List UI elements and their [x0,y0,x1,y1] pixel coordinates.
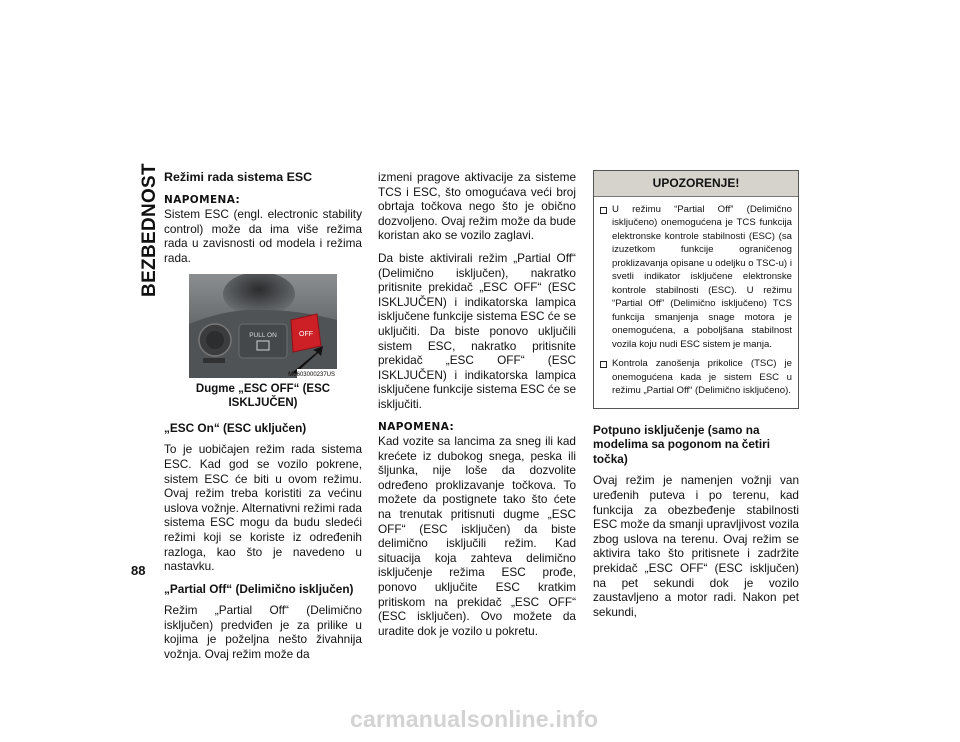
paragraph: izmeni pragove aktivacije za sisteme TCS i ESC, što omogućava veći broj obrtaja točkova nego što je obično dozvoljeno. Ovaj režim može da bude koristan ako se vozilo zaglavi. [378,170,576,243]
paragraph: Da biste aktivirali režim „Partial Off“ (Delimično isključen), nakratko pritisnite prekidač „ESC OFF“ (ESC ISKLJUČEN) i indikatorska lampica isključene funkcije sistema ESC će se uključiti. Da biste ponovo uključili sistem ESC, nakratko pritisnite prekidač „ESC OFF“ (ESC ISKLJUČEN) i indikatorska lampica isključene funkcije sistema ESC će se isključiti. [378,250,577,411]
section-title: Režimi rada sistema ESC [164,170,313,184]
esc-on-text: To je uobičajen režim rada sistema ESC. Kad god se vozilo pokrene, sistem ESC će biti u ovom režimu. Ovaj režim treba koristiti za većinu uslova vožnje. Alternativni režimi rada sistema ESC mogu da budu sledeći režimi koji se koriste iz određenih razloga, kao što je navedeno u nastavku. [164,442,362,574]
column-3 [593,170,799,627]
esc-off-label: OFF [299,330,313,338]
warning-item: Kontrola zanošenja prikolice (TSC) je onemogućena kada je sistem ESC u režimu „Partial Off“ (Delimično isključeno). [600,357,792,398]
figure-caption: Dugme „ESC OFF“ (ESC ISKLJUČEN) [195,382,331,410]
column-2 [378,170,576,646]
side-section-title: BEZBEDNOST [139,163,160,297]
pull-on-label: PULL ON [249,331,277,339]
partial-off-text: Režim „Partial Off“ (Delimično isključen) predviđen je za prilike u kojima je poželjna nešto živahnija vožnja. Ovaj režim može da [164,603,362,662]
column-1 [164,170,362,670]
note-text: Sistem ESC (engl. electronic stability control) može da ima više režima rada u zavisnosti od modela i režima rada. [164,207,362,265]
esc-on-heading: „ESC On“ (ESC uključen) [164,420,307,435]
full-off-heading: Potpuno isključenje (samo na modelima sa pogonom na četiri točka) [593,422,770,466]
watermark: carmanualsonline.info [350,706,599,732]
note-label: NAPOMENA: [164,193,241,206]
warning-item: U režimu “Partial Off” (Delimično isključeno) onemogućena je TCS funkcija elektronske kontrole stabilnosti (ESC) (sa izuzetkom funkcije ograničenog proklizavanja opisane u odeljku o TSC-u) i svetli indikator isključene elektronske kontrole stabilnosti (ESC). U režimu “Partial Off” (Delimično isključeno) TCS funkcija smanjenja snage motora je onemogućena, a poboljšana stabilnost vozila koju nudi ESC sistem je manja. [600,203,792,352]
warning-box [593,170,799,409]
note-label: NAPOMENA: [378,420,455,433]
figure-code: M0603000237US [288,371,335,378]
note-text: Kad vozite sa lancima za sneg ili kad krećete iz dubokog snega, peska ili šljunka, nije loše da dozvolite određeno proklizavanje točkova. To možete da postignete tako što ćete na trenutak pritisnuti dugme „ESC OFF“ (ESC isključen) da biste delimično isključili režim. Kad situacija koja zahteva delimično isključenje režima ESC prođe, ponovo uključite ESC kratkim pritiskom na prekidač „ESC OFF“ (ESC isključen). Ovo možete da uradite dok je vozilo u pokretu. [378,434,576,638]
warning-title: UPOZORENJE! [594,171,798,197]
esc-button-photo [189,274,337,378]
partial-off-heading: „Partial Off“ (Delimično isključen) [164,581,354,596]
warning-list [594,197,798,408]
full-off-text: Ovaj režim je namenjen vožnji van uređenih puteva i po terenu, kad funkcija za obezbeđenje stabilnosti ESC može da smanji upravljivost vozila zbog uslova na terenu. Ovaj režim se aktivira tako što pritisnete i zadržite prekidač „ESC OFF“ (ESC isključen) na pet sekundi dok je vozilo zaustavljeno a motor radi. Nakon pet sekundi, [593,473,799,619]
page-number: 88 [131,563,146,578]
